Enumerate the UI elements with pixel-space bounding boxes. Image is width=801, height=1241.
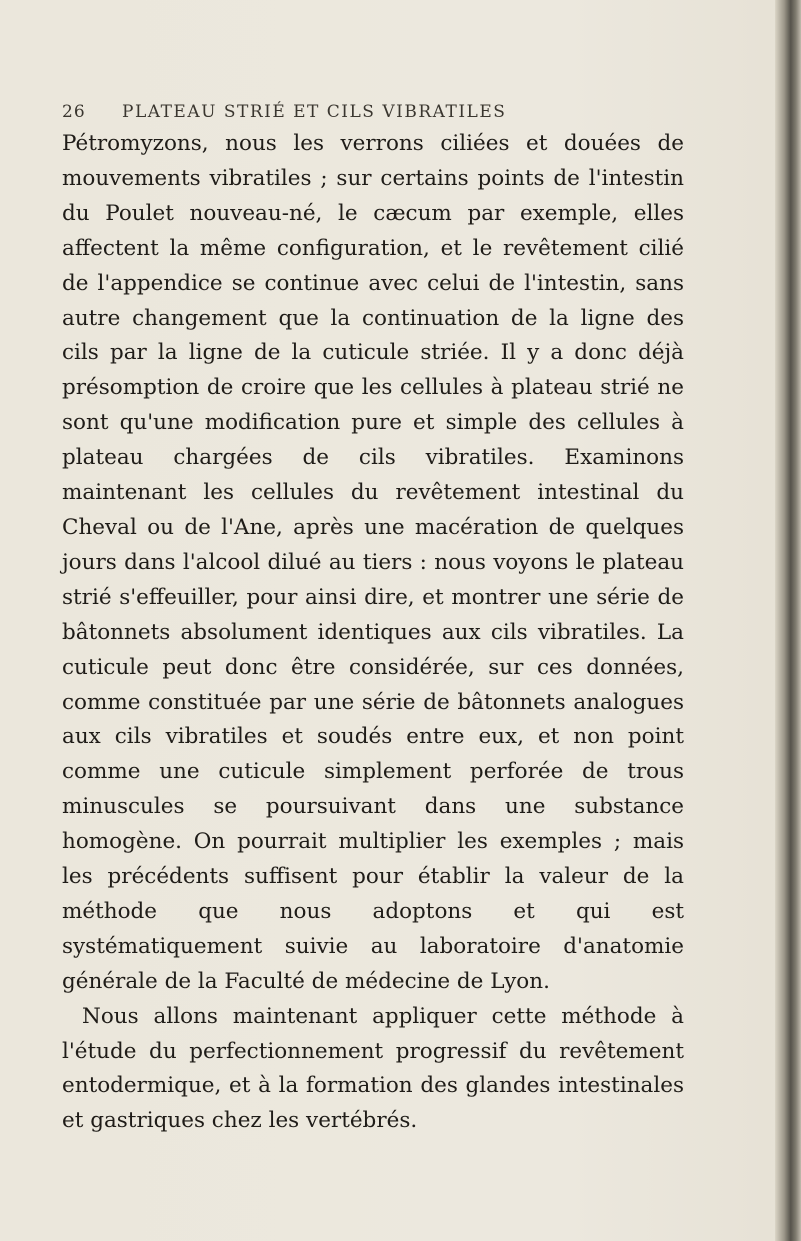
page-number: 26 [62, 102, 86, 122]
body-text [62, 127, 684, 1139]
page-gutter-edge [775, 0, 801, 1241]
paragraph-1: Pétromyzons, nous les verrons ciliées et douées de mouvements vibratiles ; sur certains points de l'intestin du Poulet nouveau-né, le cæcum par exemple, elles affectent la même configuration, et le revêtement cilié de l'appendice se continue avec celui de l'intestin, sans autre changement que la continuation de la ligne des cils par la ligne de la cuticule striée. Il y a donc déjà présomption de croire que les cellules à plateau strié ne sont qu'une modification pure et simple des cellules à plateau chargées de cils vibratiles. Examinons maintenant les cellules du revêtement intestinal du Cheval ou de l'Ane, après une macération de quelques jours dans l'alcool dilué au tiers : nous voyons le plateau strié s'effeuiller, pour ainsi dire, et montrer une série de bâtonnets absolument identiques aux cils vibratiles. La cuticule peut donc être considérée, sur ces données, comme constituée par une série de bâtonnets analogues aux cils vibratiles et soudés entre eux, et non point comme une cuticule simplement perforée de trous minuscules se poursuivant dans une substance homogène. On pourrait multiplier les exemples ; mais les précédents suffisent pour établir la valeur de la méthode que nous adoptons et qui est systématiquement suivie au laboratoire d'anatomie générale de la Faculté de médecine de Lyon. [62, 131, 684, 994]
running-title: PLATEAU STRIÉ ET CILS VIBRATILES [122, 102, 507, 122]
paragraph-2: Nous allons maintenant appliquer cette méthode à l'étude du perfectionnement progressif du revêtement entodermique, et à la formation des glandes intestinales et gastriques chez les vertébrés. [62, 1003, 684, 1134]
